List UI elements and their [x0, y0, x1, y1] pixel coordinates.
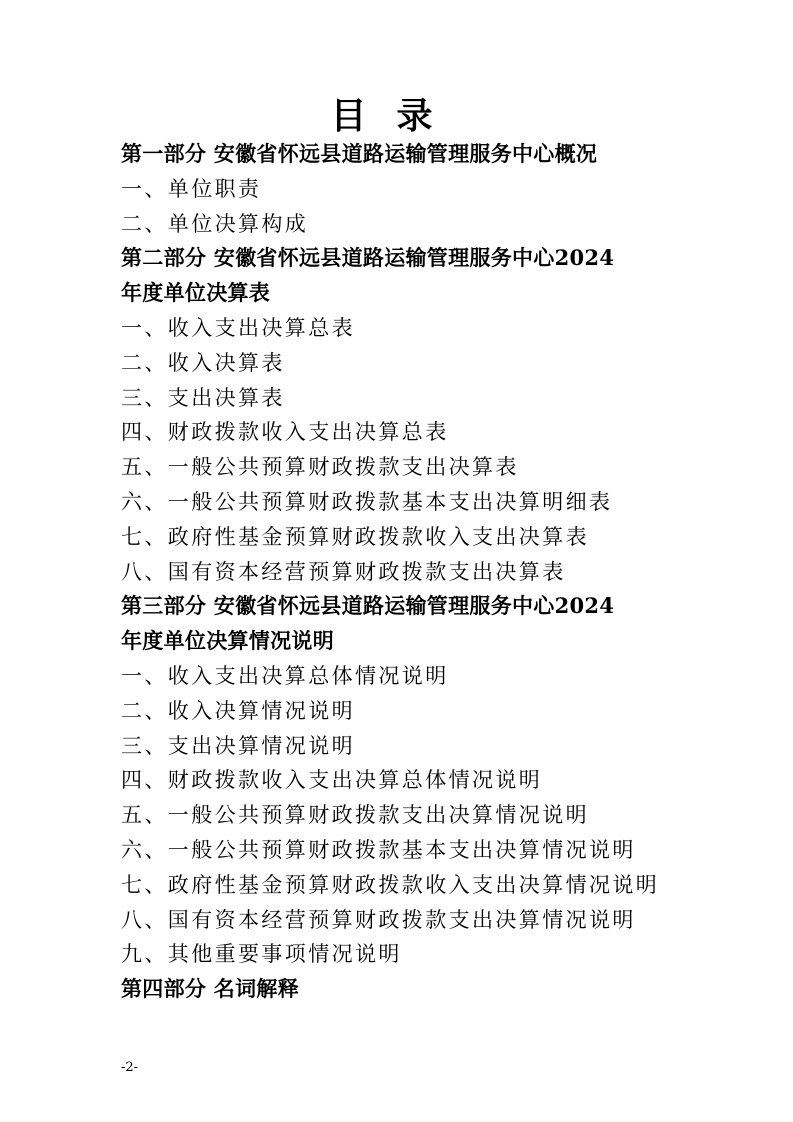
- page-title: 目录: [330, 95, 463, 137]
- page-number: -2-: [121, 1060, 139, 1075]
- toc-item: 二、收入决算表: [121, 350, 285, 375]
- toc-item: 七、政府性基金预算财政拨款收入支出决算情况说明: [121, 872, 660, 897]
- toc-item: 一、单位职责: [121, 176, 262, 201]
- toc-item: 五、一般公共预算财政拨款支出决算情况说明: [121, 803, 589, 828]
- toc-item: 六、一般公共预算财政拨款基本支出决算情况说明: [121, 837, 636, 862]
- toc-item: 二、收入决算情况说明: [121, 698, 355, 723]
- toc-item: 一、收入支出决算总表: [121, 315, 355, 340]
- toc-item: 三、支出决算表: [121, 385, 285, 410]
- toc-part-3-heading-continued: 年度单位决算情况说明: [121, 628, 334, 654]
- toc-item: 七、政府性基金预算财政拨款收入支出决算表: [121, 524, 589, 549]
- toc-item: 四、财政拨款收入支出决算总表: [121, 420, 449, 445]
- toc-item: 一、收入支出决算总体情况说明: [121, 663, 449, 688]
- toc-item: 五、一般公共预算财政拨款支出决算表: [121, 455, 519, 480]
- toc-part-1-heading: 第一部分 安徽省怀远县道路运输管理服务中心概况: [121, 141, 598, 166]
- toc-part-4-heading: 第四部分 名词解释: [121, 976, 300, 1002]
- toc-part-3-heading: 第三部分 安徽省怀远县道路运输管理服务中心2024: [121, 593, 615, 619]
- toc-item: 四、财政拨款收入支出决算总体情况说明: [121, 768, 543, 793]
- toc-item: 三、支出决算情况说明: [121, 733, 355, 758]
- toc-part-2-heading: 第二部分 安徽省怀远县道路运输管理服务中心2024: [121, 245, 615, 271]
- toc-item: 九、其他重要事项情况说明: [121, 942, 402, 967]
- toc-part-2-heading-continued: 年度单位决算表: [121, 280, 271, 306]
- toc-item: 六、一般公共预算财政拨款基本支出决算明细表: [121, 489, 613, 514]
- toc-item: 八、国有资本经营预算财政拨款支出决算表: [121, 559, 566, 584]
- toc-item: 八、国有资本经营预算财政拨款支出决算情况说明: [121, 907, 636, 932]
- table-of-contents: [121, 137, 701, 1007]
- toc-item: 二、单位决算构成: [121, 211, 309, 236]
